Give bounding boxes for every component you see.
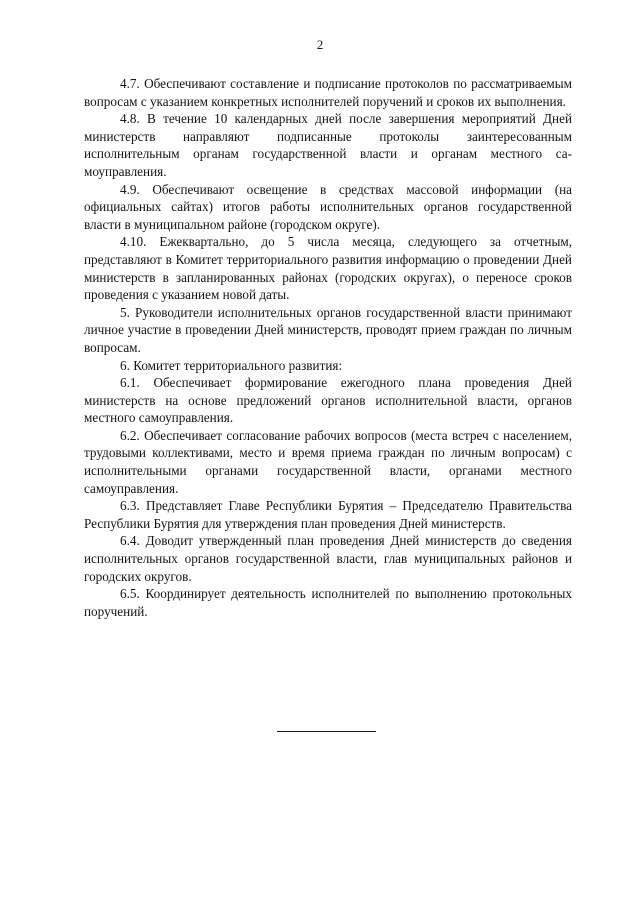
paragraph-4-10: 4.10. Ежеквартально, до 5 числа месяца, следующего за отчетным, представляют в Комитет территориального развития информацию о проведении Дней министерств в запланированных районах (городских округах), о переносе сроков проведения с указанием новой даты. (84, 234, 572, 303)
document-body (84, 75, 572, 620)
paragraph-4-7: 4.7. Обеспечивают составление и подписание протоколов по рассматриваемым вопросам с указанием конкретных исполнителей поручений и сроков их выполнения. (84, 76, 572, 109)
paragraph-4-9: 4.9. Обеспечивают освещение в средствах массовой информации (на официальных сайтах) итогов работы исполнительных органов государственной власти в муниципальном районе (городском округе). (84, 181, 572, 232)
page-number: 2 (316, 37, 324, 52)
paragraph-4-8: 4.8. В течение 10 календарных дней после завершения мероприятий Дней министерств направляют подписанные протоколы заинтересованным исполнительным органам государственной власти и органам местного самоуправления. (84, 111, 572, 179)
end-of-document-rule (277, 731, 376, 732)
paragraph-6-2: 6.2. Обеспечивает согласование рабочих вопросов (места встреч с населением, трудовыми коллективами, место и время приема граждан по личным вопросам) с исполнительными органами государственной власти, органами местного самоуправления. (84, 427, 572, 496)
paragraph-6: 6. Комитет территориального развития: (120, 357, 343, 373)
paragraph-6-5: 6.5. Координирует деятельность исполнителей по выполнению протокольных поручений. (84, 586, 572, 619)
paragraph-6-3: 6.3. Представляет Главе Республики Бурятия – Председателю Правительства Республики Бурятия для утверждения план проведения Дней министерств. (84, 498, 572, 531)
paragraph-5: 5. Руководители исполнительных органов государственной власти принимают личное участие в проведении Дней министерств, проводят прием граждан по личным вопросам. (84, 304, 572, 355)
paragraph-6-1: 6.1. Обеспечивает формирование ежегодного плана проведения Дней министерств на основе предложений органов исполнительной власти, органов местного самоуправления. (84, 375, 572, 426)
paragraph-6-4: 6.4. Доводит утвержденный план проведения Дней министерств до сведения исполнительных органов государственной власти, глав муниципальных районов и городских округов. (84, 533, 572, 584)
